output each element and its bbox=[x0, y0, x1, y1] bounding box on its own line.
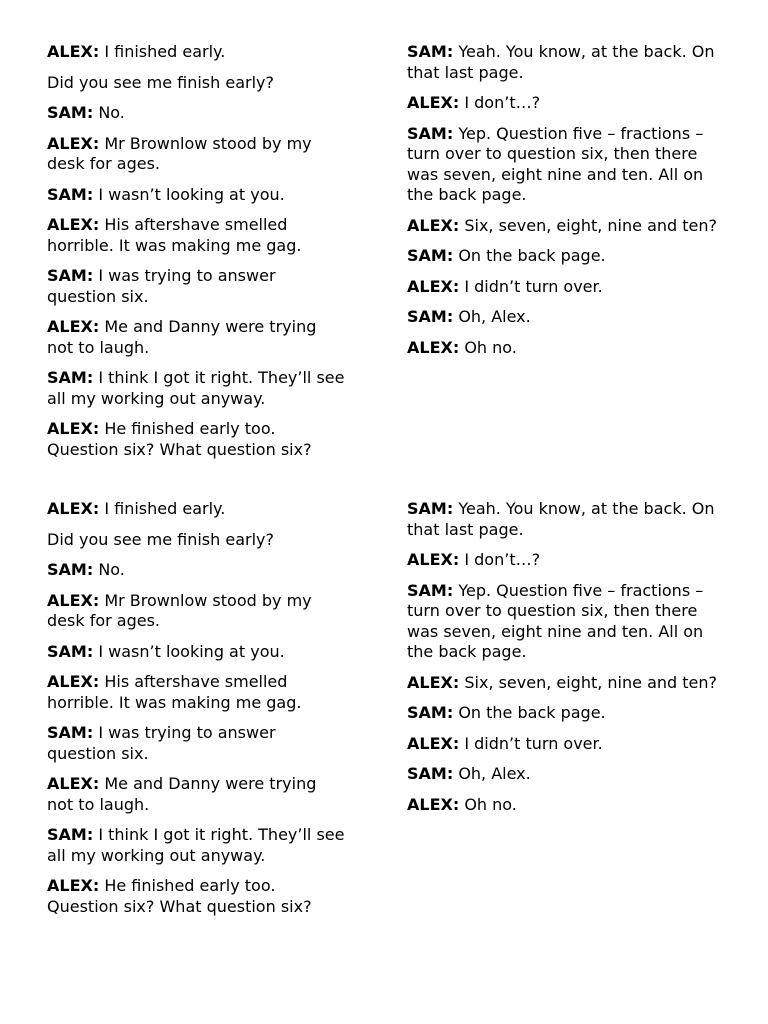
dialogue-text: Oh, Alex. bbox=[453, 764, 531, 783]
dialogue-line bbox=[47, 73, 347, 94]
dialogue-line bbox=[47, 317, 347, 358]
speaker-name: SAM: bbox=[407, 703, 454, 722]
dialogue-text: I was trying to answer question six. bbox=[47, 723, 276, 763]
speaker-name: ALEX: bbox=[407, 337, 460, 357]
speaker-name: ALEX: bbox=[407, 550, 460, 569]
speaker-name: SAM: bbox=[47, 184, 94, 204]
dialogue-line bbox=[47, 499, 347, 520]
dialogue-text: Oh no. bbox=[459, 337, 517, 357]
dialogue-line bbox=[47, 825, 347, 866]
dialogue-text: I don’t…? bbox=[459, 93, 541, 112]
dialogue-text: I finished early. bbox=[99, 499, 226, 518]
speaker-name: ALEX: bbox=[47, 499, 100, 518]
script-column-left bbox=[47, 499, 347, 927]
dialogue-line bbox=[47, 774, 347, 815]
dialogue-line bbox=[407, 42, 727, 83]
speaker-name: SAM: bbox=[407, 580, 454, 600]
dialogue-line bbox=[407, 216, 727, 237]
dialogue-line bbox=[407, 734, 727, 755]
dialogue-text: On the back page. bbox=[453, 703, 606, 722]
speaker-name: SAM: bbox=[47, 723, 94, 742]
dialogue-line bbox=[47, 876, 347, 917]
dialogue-text: No. bbox=[93, 560, 125, 579]
speaker-name: ALEX: bbox=[407, 93, 460, 112]
dialogue-line bbox=[47, 42, 347, 63]
dialogue-line bbox=[47, 560, 347, 581]
script-block-2 bbox=[0, 499, 768, 959]
speaker-name: ALEX: bbox=[47, 419, 100, 438]
speaker-name: ALEX: bbox=[47, 774, 100, 793]
dialogue-line bbox=[407, 246, 727, 267]
speaker-name: ALEX: bbox=[407, 733, 460, 753]
speaker-name: SAM: bbox=[407, 307, 454, 326]
dialogue-text: Mr Brownlow stood by my desk for ages. bbox=[47, 590, 312, 630]
speaker-name: SAM: bbox=[47, 825, 94, 844]
dialogue-line bbox=[47, 419, 347, 460]
dialogue-text: Six, seven, eight, nine and ten? bbox=[459, 672, 718, 692]
dialogue-text: Oh no. bbox=[459, 794, 517, 814]
script-column-right bbox=[407, 499, 727, 825]
dialogue-line bbox=[407, 93, 727, 114]
dialogue-text: I didn’t turn over. bbox=[459, 276, 603, 296]
dialogue-line bbox=[47, 672, 347, 713]
dialogue-text: I think I got it right. They’ll see all my working out anyway. bbox=[47, 368, 345, 408]
speaker-name: ALEX: bbox=[47, 672, 100, 691]
speaker-name: SAM: bbox=[407, 764, 454, 783]
dialogue-text: On the back page. bbox=[453, 246, 606, 265]
speaker-name: SAM: bbox=[47, 641, 94, 661]
speaker-name: SAM: bbox=[47, 266, 94, 285]
speaker-name: ALEX: bbox=[47, 876, 100, 895]
script-block-1 bbox=[0, 42, 768, 502]
dialogue-line bbox=[407, 581, 727, 663]
dialogue-line bbox=[407, 703, 727, 724]
dialogue-text: Me and Danny were trying not to laugh. bbox=[47, 774, 317, 814]
speaker-name: SAM: bbox=[407, 246, 454, 265]
dialogue-line bbox=[407, 124, 727, 206]
dialogue-line bbox=[47, 266, 347, 307]
dialogue-text: Me and Danny were trying not to laugh. bbox=[47, 317, 317, 357]
dialogue-line bbox=[47, 215, 347, 256]
dialogue-line bbox=[47, 368, 347, 409]
dialogue-line bbox=[407, 277, 727, 298]
dialogue-text: I was trying to answer question six. bbox=[47, 266, 276, 306]
speaker-name: SAM: bbox=[407, 499, 454, 518]
dialogue-line bbox=[47, 723, 347, 764]
dialogue-line bbox=[407, 764, 727, 785]
dialogue-line bbox=[407, 795, 727, 816]
dialogue-text: Oh, Alex. bbox=[453, 307, 531, 326]
speaker-name: ALEX: bbox=[407, 672, 460, 692]
dialogue-text: I didn’t turn over. bbox=[459, 733, 603, 753]
dialogue-text: I think I got it right. They’ll see all my working out anyway. bbox=[47, 825, 345, 865]
script-column-right bbox=[407, 42, 727, 368]
dialogue-line bbox=[47, 591, 347, 632]
dialogue-text: His aftershave smelled horrible. It was making me gag. bbox=[47, 672, 302, 712]
dialogue-line bbox=[407, 307, 727, 328]
speaker-name: SAM: bbox=[47, 103, 94, 122]
speaker-name: ALEX: bbox=[407, 794, 460, 814]
speaker-name: ALEX: bbox=[47, 133, 100, 153]
dialogue-text: I wasn’t looking at you. bbox=[93, 641, 285, 661]
speaker-name: SAM: bbox=[47, 560, 94, 579]
dialogue-line bbox=[47, 530, 347, 551]
dialogue-text: Yeah. You know, at the back. On that last page. bbox=[407, 42, 715, 82]
dialogue-text: Yep. Question five – fractions – turn over to question six, then there was seven, eight nine and ten. All on the back page. bbox=[407, 123, 704, 204]
script-column-left bbox=[47, 42, 347, 470]
speaker-name: ALEX: bbox=[47, 590, 100, 610]
dialogue-text: Yep. Question five – fractions – turn over to question six, then there was seven, eight nine and ten. All on the back page. bbox=[407, 580, 704, 661]
dialogue-text: No. bbox=[93, 103, 125, 122]
dialogue-text: Six, seven, eight, nine and ten? bbox=[459, 215, 718, 235]
speaker-name: ALEX: bbox=[47, 42, 100, 61]
dialogue-line bbox=[47, 103, 347, 124]
speaker-name: ALEX: bbox=[47, 215, 100, 234]
dialogue-line bbox=[47, 134, 347, 175]
dialogue-line bbox=[407, 673, 727, 694]
dialogue-line bbox=[47, 642, 347, 663]
dialogue-line bbox=[407, 499, 727, 540]
dialogue-line bbox=[407, 338, 727, 359]
dialogue-text: He finished early too. Question six? What question six? bbox=[47, 419, 312, 459]
dialogue-text: Did you see me finish early? bbox=[47, 72, 274, 92]
dialogue-text: I wasn’t looking at you. bbox=[93, 184, 285, 204]
dialogue-text: Yeah. You know, at the back. On that last page. bbox=[407, 499, 715, 539]
dialogue-text: Did you see me finish early? bbox=[47, 529, 274, 549]
dialogue-line bbox=[47, 185, 347, 206]
speaker-name: SAM: bbox=[407, 123, 454, 143]
dialogue-text: I don’t…? bbox=[459, 550, 541, 569]
dialogue-text: Mr Brownlow stood by my desk for ages. bbox=[47, 133, 312, 173]
dialogue-text: I finished early. bbox=[99, 42, 226, 61]
speaker-name: SAM: bbox=[407, 42, 454, 61]
speaker-name: ALEX: bbox=[407, 276, 460, 296]
speaker-name: ALEX: bbox=[407, 215, 460, 235]
dialogue-line bbox=[407, 550, 727, 571]
speaker-name: SAM: bbox=[47, 368, 94, 387]
dialogue-text: His aftershave smelled horrible. It was making me gag. bbox=[47, 215, 302, 255]
dialogue-text: He finished early too. Question six? What question six? bbox=[47, 876, 312, 916]
speaker-name: ALEX: bbox=[47, 317, 100, 336]
